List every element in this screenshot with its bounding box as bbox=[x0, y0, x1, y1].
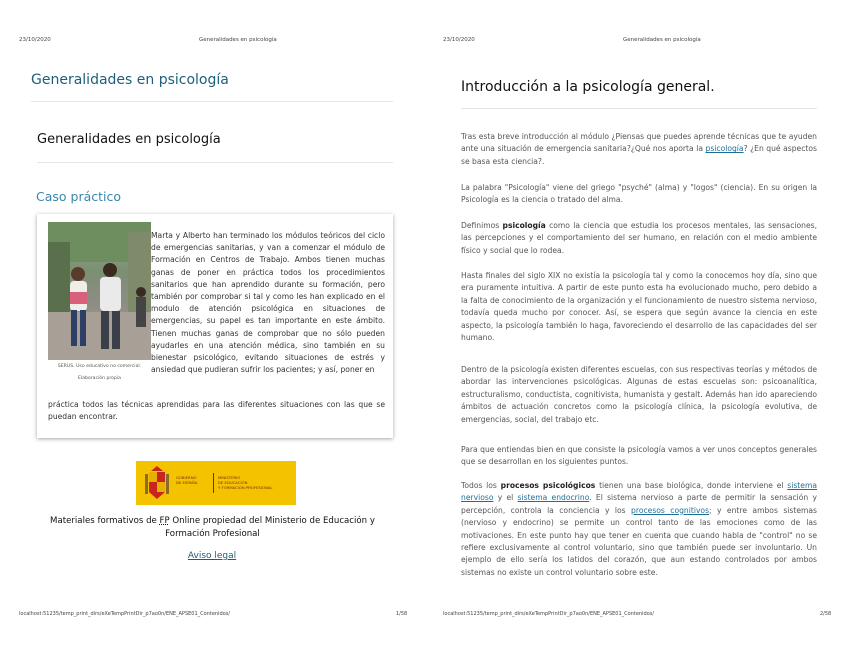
divider bbox=[37, 162, 393, 163]
page-title: Introducción a la psicología general. bbox=[461, 79, 715, 95]
header-title: Generalidades en psicología bbox=[199, 37, 277, 43]
para1-text-a: Tras esta breve introducción al módulo ¿Piensas que puedes aprende técnicas que te ayuden ante una situación de emergencia sanitaria?¿Qué nos aporta la bbox=[461, 132, 817, 154]
para7-text-e: ; y entre ambos sistemas (nervioso y endocrino) se permite un control tanto de las emociones como de las motivaciones. En este punto hay que tener en cuenta que cuando habla de "control" no se refiere exclusivamente al control voluntario, sino que también puede ser involuntario. Un ejemplo de ello sería los latidos del corazón, que aun estando controlados por ambos sistemas no existe un control voluntario sobre este. bbox=[461, 505, 817, 577]
sistema-endocrino-link[interactable]: sistema endocrino bbox=[517, 493, 590, 503]
footer-page-number: 1/58 bbox=[396, 611, 408, 617]
caso-practico-text: Marta y Alberto han terminado los módulos teóricos del ciclo de emergencias sanitarias, y van a comenzar el módulo de Formación en Centros de Trabajo. Ambos tienen muchas ganas de poner en práctica todos los procedimientos sanitarios que han aprendido durante su formación, pero también por comprobar si tal y como les han explicado en el modulo de atención psicológica en situaciones de emergencias, su papel es tan importante en este ámbito. Tienen muchas ganas de comprobar que no sólo pueden ayudarles en una atención médica, sino también en su bienestar psicológico, evitando situaciones de estrés y ansiedad que pudieran sufrir los pacientes; y así, poner en bbox=[151, 231, 385, 375]
paragraph-procesos bbox=[461, 480, 817, 579]
logo-gobierno-line-2: DE ESPAÑA bbox=[176, 480, 198, 485]
procesos-cognitivos-link[interactable]: procesos cognitivos bbox=[631, 505, 710, 515]
paragraph-definicion bbox=[461, 220, 817, 257]
caso-practico-title: Caso práctico bbox=[36, 189, 122, 204]
para7-text-c: y el bbox=[493, 493, 518, 503]
para7-bold-term: procesos psicológicos bbox=[500, 481, 596, 490]
paragraph-etimologia: La palabra "Psicología" viene del griego "psyché" (alma) y "logos" (ciencia). En su origen la Psicología es la ciencia o tratado del alma. bbox=[461, 183, 817, 205]
divider bbox=[461, 108, 817, 109]
site-title: Generalidades en psicología bbox=[31, 72, 229, 88]
students-photo bbox=[48, 222, 151, 360]
divider bbox=[31, 101, 393, 102]
photo-caption-license: SERUS. Uso educativo no comercial. bbox=[57, 364, 142, 369]
para7-text-a: Todos los bbox=[461, 481, 501, 490]
logo-divider bbox=[213, 473, 214, 493]
fp-abbreviation: FP bbox=[159, 516, 170, 526]
students-photo-image bbox=[48, 222, 151, 360]
header-title: Generalidades en psicología bbox=[623, 37, 701, 43]
caso-practico-box bbox=[37, 214, 393, 438]
logo-ministerio-line-1: MINISTERIO bbox=[218, 475, 241, 480]
materiales-notice bbox=[40, 515, 385, 541]
logo-ministerio-line-2: DE EDUCACIÓN bbox=[218, 480, 248, 485]
sistema-nervioso-link[interactable]: sistema nervioso bbox=[461, 481, 818, 503]
paragraph-escuelas: Dentro de la psicología existen diferentes escuelas, con sus respectivas teorías y métodos de abordar las intervenciones psicológicas. Algunas de estas escuelas son: psicoanalítica, estructuralismo, conductista, cognitivista, humanista y gestalt. Además han ido apareciendo ámbitos de actuación concretos como la psicología clínica, la psicología evolutiva, de emergencias, social, del trabajo etc. bbox=[461, 365, 817, 424]
logo-ministerio-line-3: Y FORMACIÓN PROFESIONAL bbox=[218, 485, 273, 490]
para3-text-a: Definimos bbox=[461, 221, 503, 230]
para3-bold-term: psicología bbox=[502, 221, 546, 230]
para7-text-b: tienen una base biológica, donde interviene el bbox=[595, 481, 788, 490]
photo-caption-source: Elaboración propia bbox=[78, 376, 121, 381]
para7-text-d: . El sistema nervioso a parte de permitir la sensación y percepción, controla la conciencia y los bbox=[461, 493, 817, 515]
print-page-2 bbox=[424, 0, 848, 655]
aviso-legal-link[interactable]: Aviso legal bbox=[187, 551, 237, 561]
logo-gobierno-line-1: GOBIERNO bbox=[176, 475, 197, 480]
caso-practico-text-continued: práctica todos las técnicas aprendidas para las diferentes situaciones con las que se puedan encontrar. bbox=[48, 400, 385, 422]
footer-path: localhost:51235/temp_print_dirs/eXeTempPrintDir_p7ao0n/ENE_APSE01_Contenidos/ bbox=[443, 611, 654, 617]
para1-text-b: ? ¿En qué aspectos se basa esta ciencia?. bbox=[461, 144, 817, 166]
ministerio-logo bbox=[136, 461, 296, 505]
paragraph-historia: Hasta finales del siglo XIX no existía la psicología tal y como la conocemos hoy día, sino que era puramente intuitiva. A partir de este punto esta ha evolucionado mucho, pero debido a la falta de conocimiento de la organización y el funcionamiento de nuestro sistema nervioso, todavía queda mucho por conocer. Así, se espera que según avance la ciencia en este aspecto, la psicología también lo haga, favoreciendo el desarrollo de las capacidades del ser humano. bbox=[461, 271, 817, 343]
psicologia-link[interactable]: psicología bbox=[705, 144, 744, 154]
footer-page-number: 2/58 bbox=[820, 611, 832, 617]
materiales-text-post: Online propiedad del Ministerio de Educación y Formación Profesional bbox=[165, 516, 375, 539]
section-title: Generalidades en psicología bbox=[37, 132, 221, 147]
paragraph-intro bbox=[461, 131, 817, 168]
materiales-text-pre: Materiales formativos de bbox=[50, 516, 160, 526]
paragraph-conceptos: Para que entiendas bien en que consiste la psicología vamos a ver unos conceptos generales que se desarrollan en los siguientes puntos. bbox=[461, 445, 817, 467]
para3-text-b: como la ciencia que estudia los procesos mentales, las sensaciones, las percepciones y el comportamiento del ser humano, en relación con el medio ambiente físico y social que lo rodea. bbox=[461, 221, 818, 255]
header-date: 23/10/2020 bbox=[443, 37, 475, 43]
coat-of-arms-icon bbox=[144, 466, 170, 500]
footer-path: localhost:51235/temp_print_dirs/eXeTempPrintDir_p7ao0n/ENE_APSE01_Contenidos/ bbox=[19, 611, 230, 617]
header-date: 23/10/2020 bbox=[19, 37, 51, 43]
